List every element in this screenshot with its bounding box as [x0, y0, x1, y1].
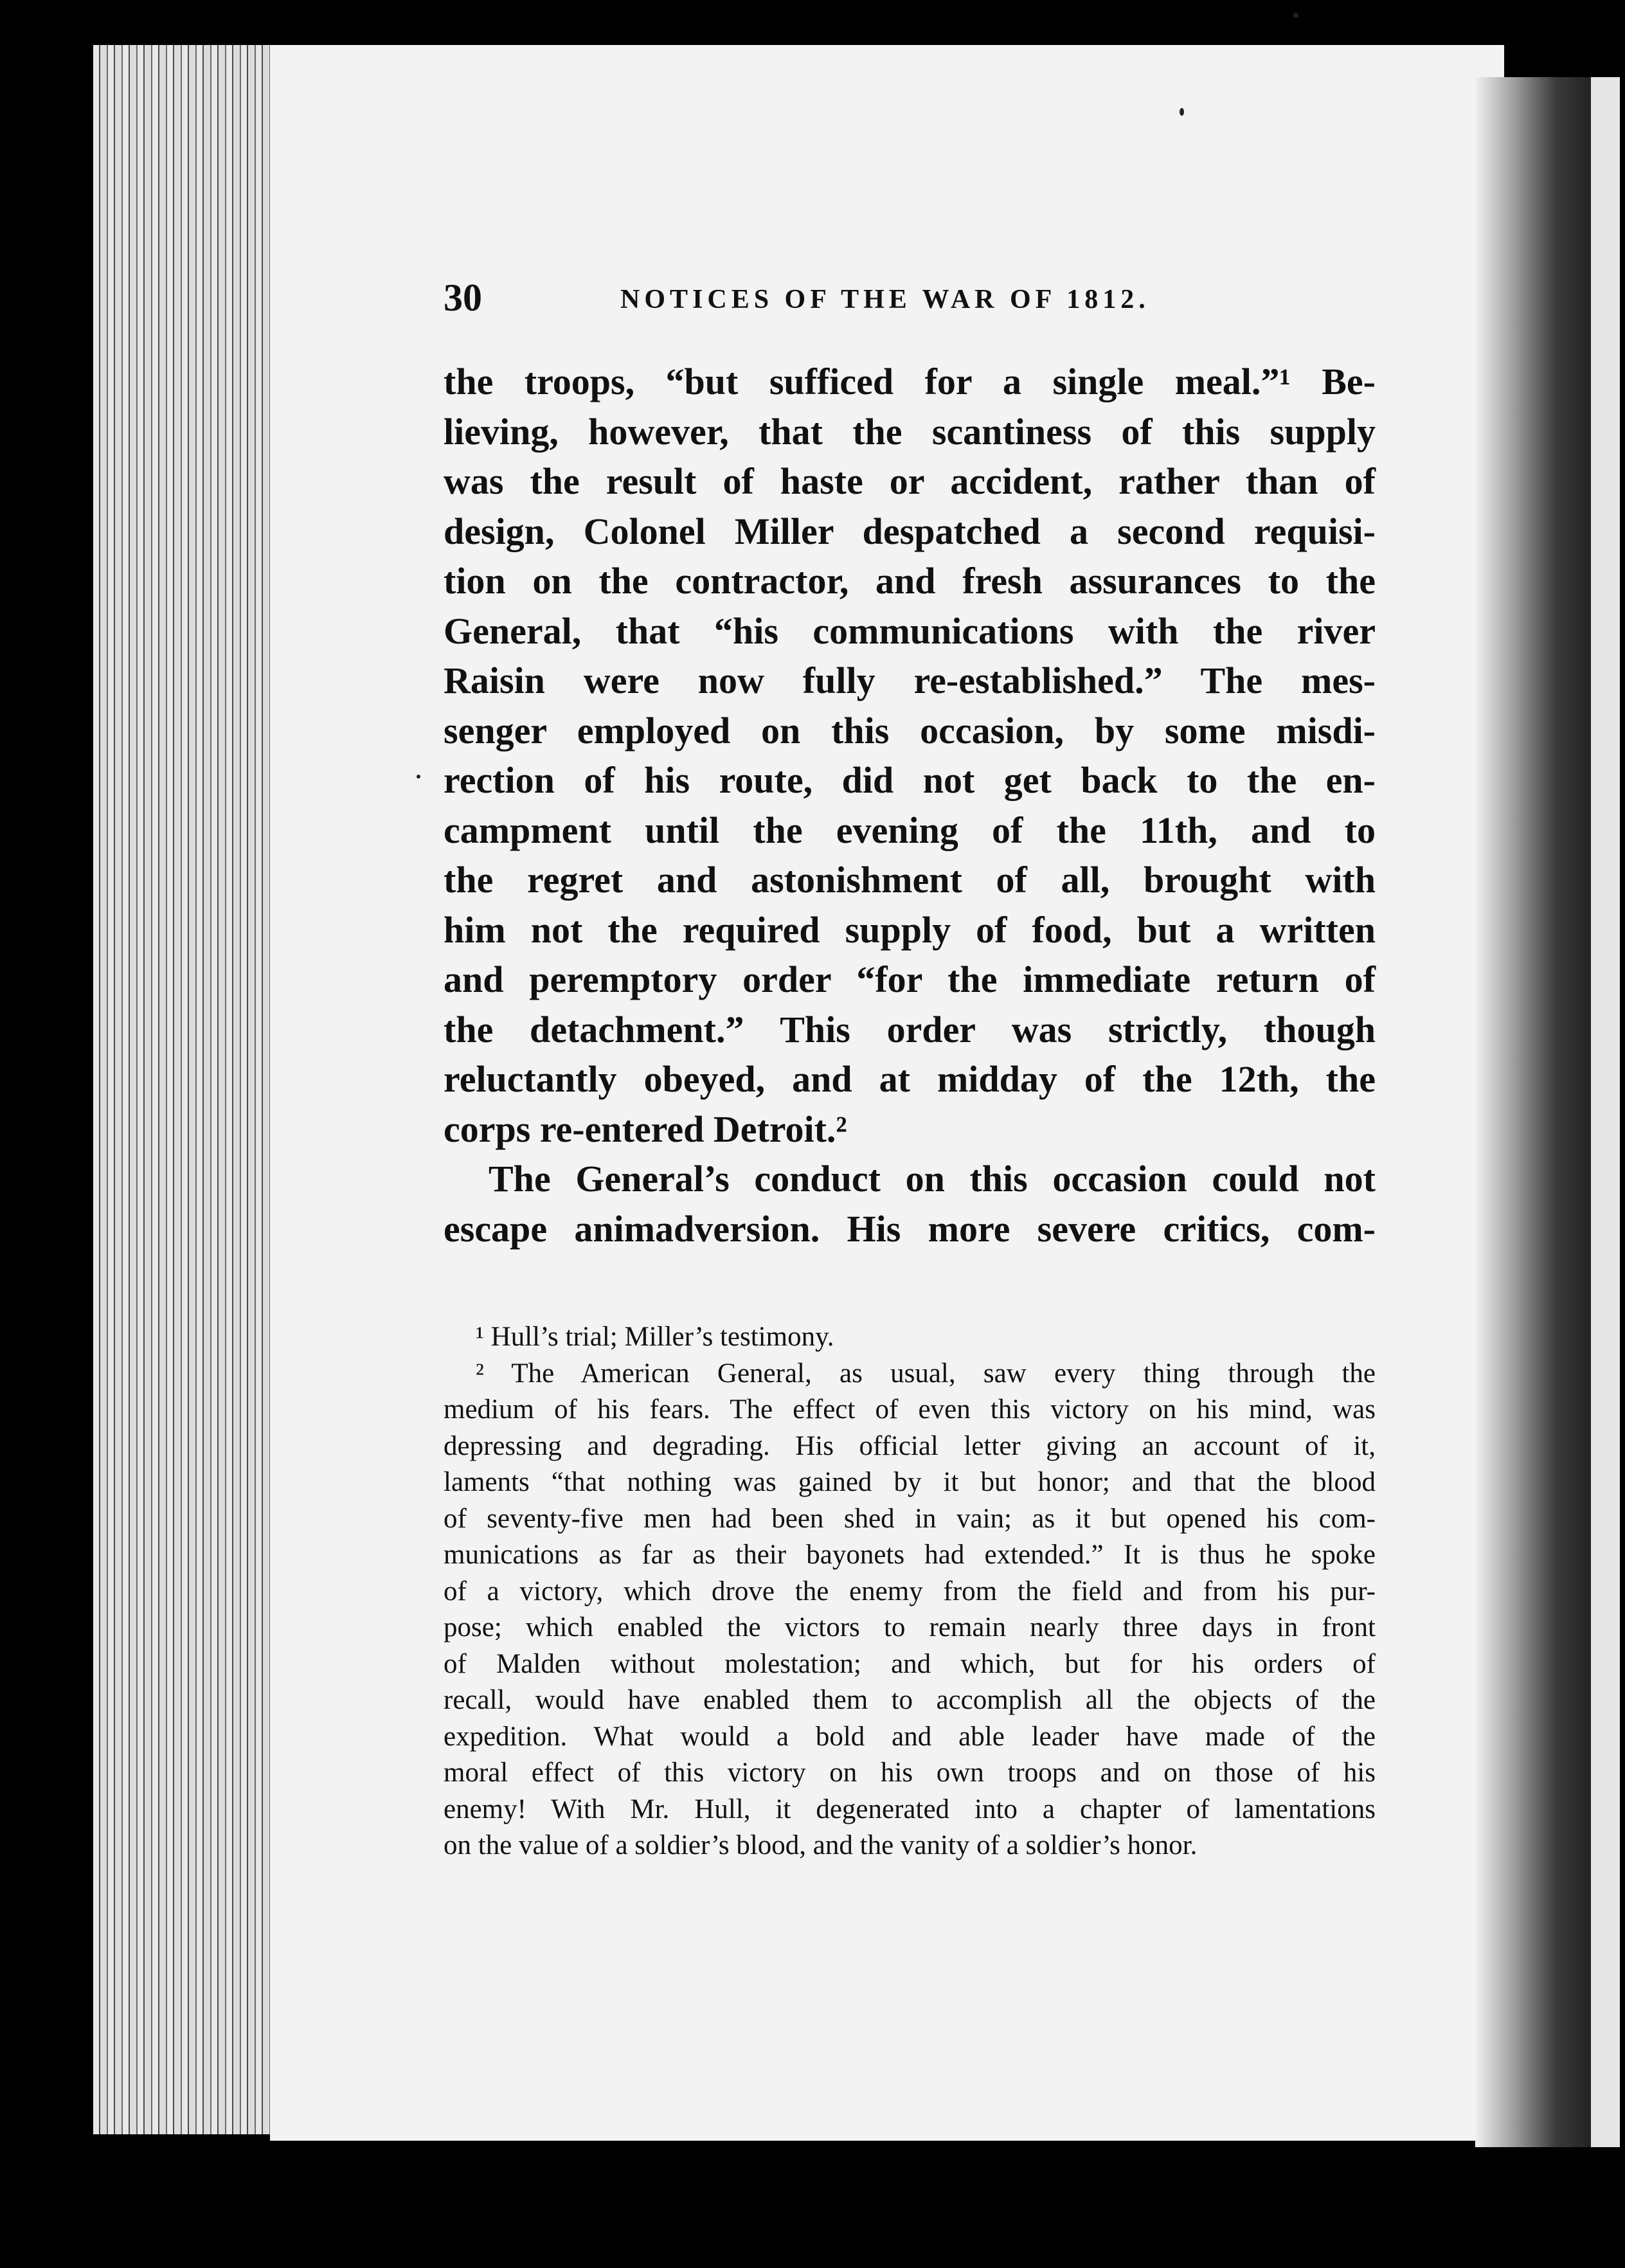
footnotes	[444, 1319, 1376, 1864]
page-edges	[93, 45, 283, 2134]
text-line: the regret and astonishment of all, brought with	[444, 859, 1376, 901]
running-title: NOTICES OF THE WAR OF 1812.	[620, 285, 1150, 314]
text-line: senger employed on this occasion, by some misdi-	[444, 709, 1376, 752]
text-line: corps re-entered Detroit.²	[444, 1108, 847, 1150]
footnote-line: enemy! With Mr. Hull, it degenerated into a chapter of lamentations	[444, 1794, 1376, 1824]
footnote-line: expedition. What would a bold and able leader have made of the	[444, 1721, 1376, 1752]
text-line: was the result of haste or accident, rather than of	[444, 460, 1376, 502]
text-line: rection of his route, did not get back to the en-	[444, 759, 1376, 801]
text-line: escape animadversion. His more severe critics, com-	[444, 1207, 1376, 1250]
text-line: campment until the evening of the 11th, and to	[444, 809, 1376, 851]
footnote-line: of a victory, which drove the enemy from the field and from his pur-	[444, 1576, 1376, 1607]
footnote-line: pose; which enabled the victors to remain nearly three days in front	[444, 1612, 1376, 1643]
text-line: design, Colonel Miller despatched a second requisi-	[444, 510, 1376, 552]
page-number: 30	[444, 276, 482, 319]
dust-speck	[1180, 108, 1184, 116]
text-line: Raisin were now fully re-established.” The mes-	[444, 660, 1376, 701]
text-line: the detachment.” This order was strictly, though	[444, 1008, 1376, 1050]
footnote-line: medium of his fears. The effect of even this victory on his mind, was	[444, 1394, 1376, 1425]
text-line: The General’s conduct on this occasion could not	[489, 1158, 1376, 1200]
spine-shadow	[1475, 77, 1610, 2147]
dust-speck	[417, 775, 420, 779]
text-line: tion on the contractor, and fresh assurances to the	[444, 560, 1376, 602]
text-line: lieving, however, that the scantiness of this supply	[444, 410, 1376, 453]
footnote-line: ¹ Hull’s trial; Miller’s testimony.	[476, 1322, 834, 1352]
text-line: the troops, “but sufficed for a single meal.”¹ Be-	[444, 361, 1376, 402]
dust-speck	[1293, 13, 1298, 18]
facing-page-edge	[1591, 77, 1620, 2147]
footnote-line: moral effect of this victory on his own troops and on those of his	[444, 1758, 1376, 1788]
footnote-line: depressing and degrading. His official letter giving an account of it,	[444, 1430, 1376, 1461]
main-text	[444, 357, 1376, 1254]
footnote-line: munications as far as their bayonets had extended.” It is thus he spoke	[444, 1540, 1376, 1570]
text-line: reluctantly obeyed, and at midday of the 12th, the	[444, 1058, 1376, 1100]
text-line: General, that “his communications with the river	[444, 609, 1376, 652]
footnote-line: laments “that nothing was gained by it but honor; and that the blood	[444, 1467, 1376, 1497]
text-line: and peremptory order “for the immediate return of	[444, 959, 1376, 1000]
footnote-line: on the value of a soldier’s blood, and the vanity of a soldier’s honor.	[444, 1830, 1198, 1860]
text-line: him not the required supply of food, but a written	[444, 908, 1376, 951]
footnote-line: of seventy-five men had been shed in vain; as it but opened his com-	[444, 1503, 1376, 1534]
footnote-line: of Malden without molestation; and which, but for his orders of	[444, 1648, 1376, 1679]
footnote-line: ² The American General, as usual, saw every thing through the	[476, 1358, 1376, 1389]
page-header	[444, 275, 1215, 320]
footnote-line: recall, would have enabled them to accomplish all the objects of the	[444, 1685, 1376, 1715]
